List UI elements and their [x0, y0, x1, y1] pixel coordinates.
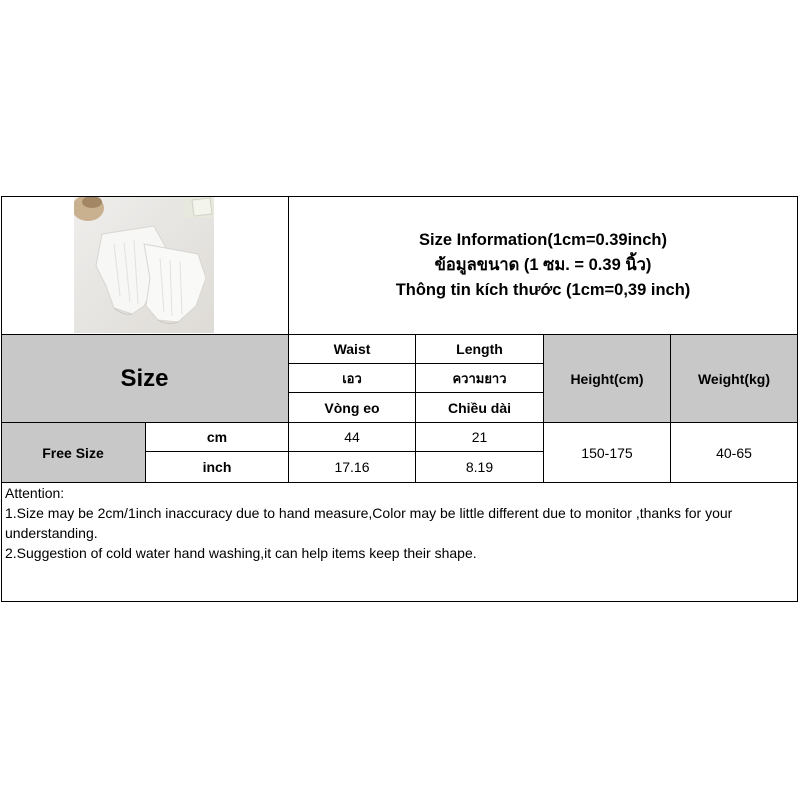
attention-line-1: 1.Size may be 2cm/1inch inaccuracy due to hand measure,Color may be little different due to monitor ,thanks for your understanding.: [5, 505, 733, 541]
free-size-cell: Free Size: [1, 423, 146, 483]
product-photo: [74, 196, 214, 333]
waist-header-th: เอว: [289, 364, 416, 393]
size-chart: [1, 196, 798, 602]
unit-cm-cell: cm: [146, 423, 289, 452]
waist-cm-value: 44: [289, 423, 416, 452]
length-header-en: Length: [416, 335, 544, 364]
size-info-thai: ข้อมูลขนาด (1 ซม. = 0.39 นิ้ว): [434, 255, 652, 274]
length-cm-value: 21: [416, 423, 544, 452]
height-header: Height(cm): [544, 335, 671, 423]
attention-notes: [1, 483, 798, 602]
length-header-th: ความยาว: [416, 364, 544, 393]
waist-inch-value: 17.16: [289, 452, 416, 483]
size-info-vietnamese: Thông tin kích thước (1cm=0,39 inch): [395, 280, 691, 299]
size-info-english: Size Information(1cm=0.39inch): [418, 230, 668, 249]
size-header: [1, 335, 289, 423]
size-header-label: Size: [120, 364, 169, 392]
shorts-image: [74, 196, 214, 333]
weight-value: 40-65: [671, 423, 798, 483]
weight-header: Weight(kg): [671, 335, 798, 423]
waist-header-vi: Vòng eo: [289, 393, 416, 423]
waist-header-en: Waist: [289, 335, 416, 364]
unit-inch-cell: inch: [146, 452, 289, 483]
attention-line-2: 2.Suggestion of cold water hand washing,it can help items keep their shape.: [5, 545, 477, 561]
height-value: 150-175: [544, 423, 671, 483]
attention-title: Attention:: [5, 485, 65, 501]
length-header-vi: Chiều dài: [416, 393, 544, 423]
size-info-cell: [289, 196, 798, 335]
length-inch-value: 8.19: [416, 452, 544, 483]
